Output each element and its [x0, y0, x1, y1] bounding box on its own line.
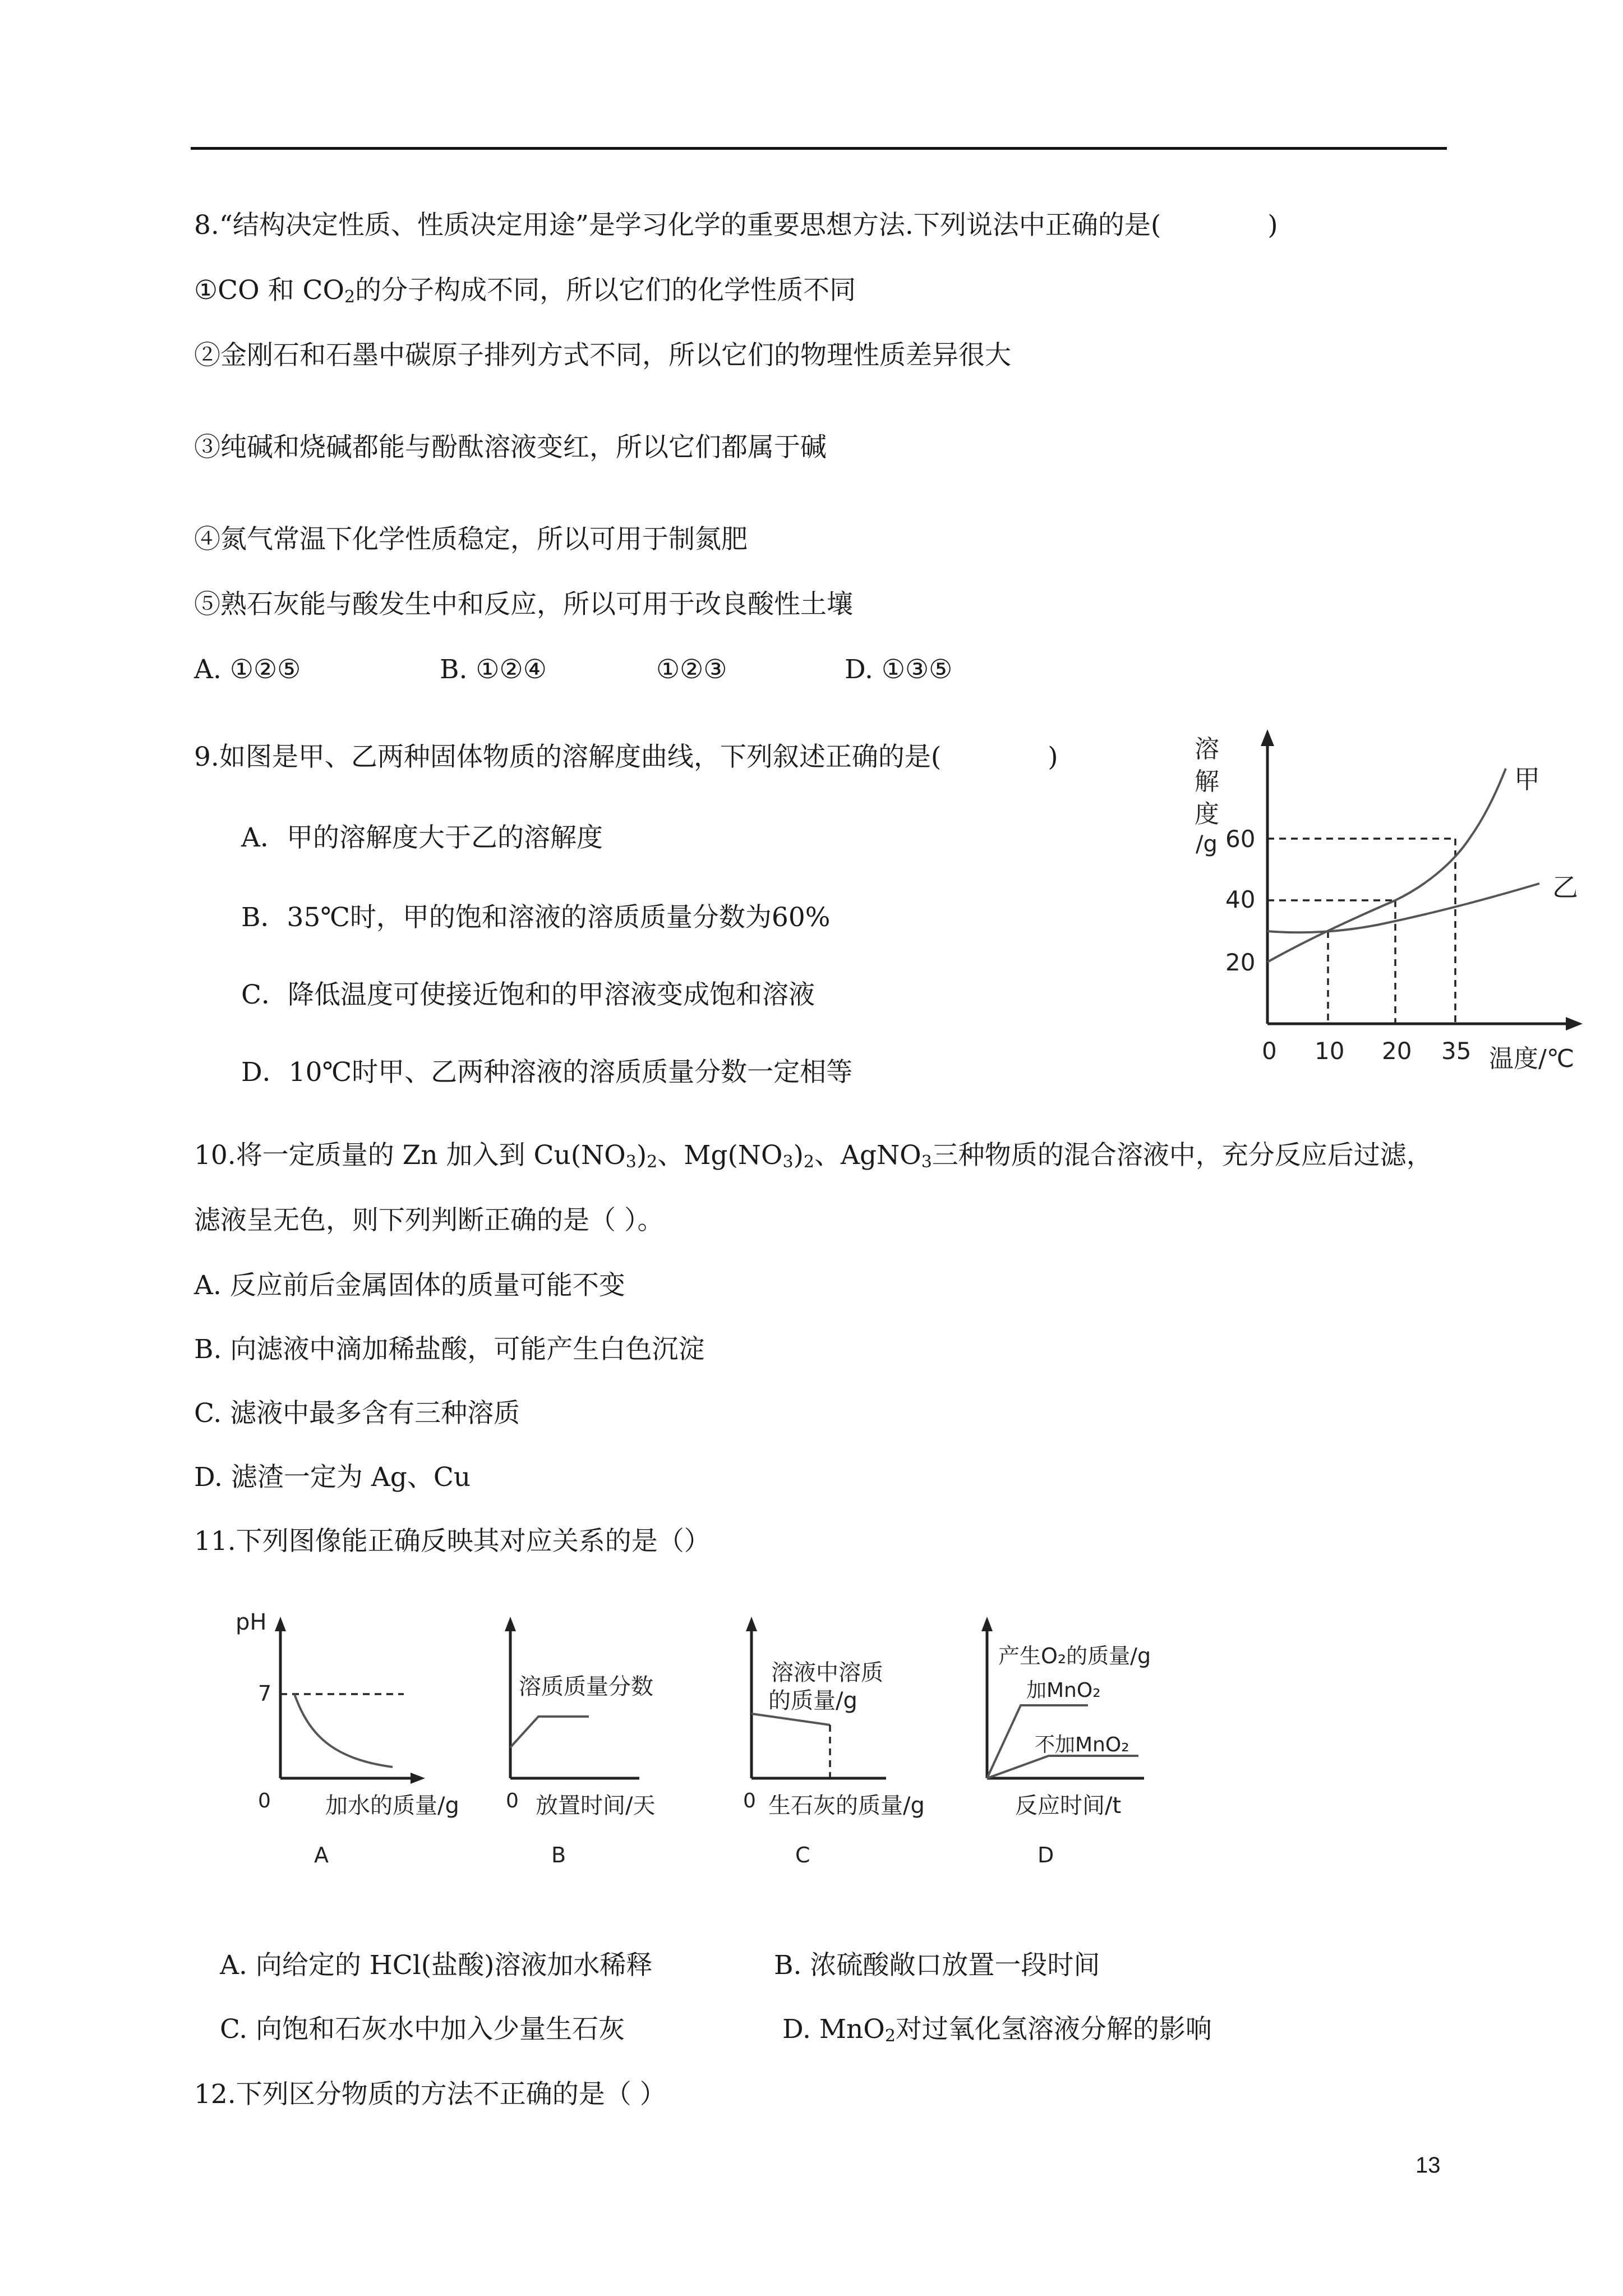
graph-c-caption: C: [795, 1843, 810, 1867]
q8-stem: 8.“结构决定性质、性质决定用途”是学习化学的重要思想方法.下列说法中正确的是( ): [194, 210, 1278, 241]
graph-b-x-label: 放置时间/天: [536, 1793, 656, 1819]
graph-a-x-label: 加水的质量/g: [325, 1793, 459, 1819]
q11-option-c: C. 向饱和石灰水中加入少量生石灰: [220, 2014, 625, 2045]
q10-option-d: D. 滤渣一定为 Ag、Cu: [194, 1462, 471, 1493]
y-tick-40: 40: [1225, 886, 1256, 913]
graph-d-x-label: 反应时间/t: [1015, 1793, 1122, 1819]
graph-d-caption: D: [1038, 1843, 1054, 1867]
q8-statement-1: ①CO 和 $CO_2$的分子构成不同，所以它们的化学性质不同: [194, 275, 856, 307]
y-label-char-3: 度: [1195, 800, 1219, 829]
x-label: 温度/℃: [1489, 1045, 1575, 1073]
graph-d: [981, 1617, 1151, 1867]
q10-line-2: 滤液呈无色，则下列判断正确的是（ ）。: [194, 1205, 664, 1236]
q11-option-a: A. 向给定的 HCl(盐酸)溶液加水稀释: [220, 1950, 653, 1981]
q8-option-b: B. ①②④: [440, 654, 547, 685]
q11-graphs: [213, 1604, 1178, 1874]
page-number: 13: [1415, 2153, 1441, 2178]
q10-option-a: A. 反应前后金属固体的质量可能不变: [194, 1270, 625, 1301]
q9-option-b: B．35℃时，甲的饱和溶液的溶质质量分数为60%: [241, 902, 831, 933]
y-axis-arrow-icon: [1261, 729, 1274, 746]
y-label-char-1: 溶: [1195, 735, 1219, 763]
graph-b-y-label: 溶质质量分数: [519, 1674, 653, 1700]
q8-statement-2: ②金刚石和石墨中碳原子排列方式不同，所以它们的物理性质差异很大: [194, 340, 1011, 371]
q11-option-b: B. 浓硫酸敞口放置一段时间: [774, 1950, 1100, 1981]
q8-statement-5: ⑤熟石灰能与酸发生中和反应，所以可用于改良酸性土壤: [194, 589, 853, 620]
q8-statement-4: ④氮气常温下化学性质稳定，所以可用于制氮肥: [194, 524, 748, 555]
q9-option-a: A．甲的溶解度大于乙的溶解度: [241, 822, 603, 853]
q8-option-c: ①②③: [656, 654, 727, 685]
x-tick-10: 10: [1315, 1037, 1345, 1065]
x-axis-arrow-icon: [1566, 1017, 1583, 1030]
graph-c-y-label-1: 溶液中溶质: [771, 1660, 883, 1686]
graph-d-y-label: 产生O₂的质量/g: [998, 1644, 1151, 1668]
q10-option-b: B. 向滤液中滴加稀盐酸，可能产生白色沉淀: [194, 1334, 705, 1365]
x-tick-0: 0: [1262, 1037, 1277, 1065]
q8-option-d: D. ①③⑤: [845, 654, 953, 685]
curve-yi: [1267, 884, 1539, 932]
graph-c: [743, 1617, 925, 1867]
solubility-curve-graph: [1178, 724, 1604, 1094]
series-label-jia: 甲: [1514, 764, 1540, 794]
y-tick-20: 20: [1225, 949, 1256, 976]
y-label-unit: /g: [1196, 831, 1218, 857]
graph-a-y-label: pH: [236, 1609, 267, 1635]
q11-option-d: D. MnO$_2$对过氧化氢溶液分解的影响: [782, 2014, 1212, 2046]
header-rule: [191, 147, 1447, 150]
graph-a: [236, 1609, 459, 1867]
y-tick-60: 60: [1225, 825, 1256, 853]
q12-stem: 12.下列区分物质的方法不正确的是（ ）: [194, 2079, 666, 2110]
q10-line-1: 10.将一定质量的 Zn 加入到 $Cu(NO_3)_2$、$Mg(NO_3)_2$、AgNO$_3$三种物质的混合溶液中，充分反应后过滤，: [194, 1140, 1433, 1172]
graph-b-origin: 0: [506, 1789, 519, 1812]
graph-a-origin: 0: [258, 1789, 271, 1812]
q10-option-c: C. 滤液中最多含有三种溶质: [194, 1398, 520, 1429]
q11-stem: 11.下列图像能正确反映其对应关系的是（）: [194, 1526, 711, 1557]
graph-c-x-label: 生石灰的质量/g: [768, 1793, 925, 1819]
y-label-char-2: 解: [1195, 767, 1219, 796]
graph-a-caption: A: [314, 1843, 329, 1867]
graph-c-origin: 0: [743, 1789, 756, 1812]
q8-option-a: A. ①②⑤: [194, 654, 301, 685]
x-tick-35: 35: [1441, 1037, 1472, 1065]
q9-option-d: D．10℃时甲、乙两种溶液的溶质质量分数一定相等: [241, 1057, 853, 1088]
series-label-yi: 乙: [1552, 872, 1578, 903]
q9-option-c: C．降低温度可使接近饱和的甲溶液变成饱和溶液: [241, 979, 815, 1010]
graph-c-y-label-2: 的质量/g: [768, 1688, 857, 1714]
graph-b-caption: B: [551, 1843, 566, 1867]
graph-d-line1-label: 加MnO₂: [1026, 1679, 1101, 1702]
graph-a-y-tick: 7: [258, 1681, 272, 1706]
q8-statement-3: ③纯碱和烧碱都能与酚酞溶液变红，所以它们都属于碱: [194, 432, 827, 463]
graph-d-line2-label: 不加MnO₂: [1035, 1733, 1129, 1756]
x-tick-20: 20: [1382, 1037, 1412, 1065]
graph-b: [505, 1617, 655, 1867]
q9-stem: 9.如图是甲、乙两种固体物质的溶解度曲线，下列叙述正确的是( ): [194, 742, 1058, 772]
